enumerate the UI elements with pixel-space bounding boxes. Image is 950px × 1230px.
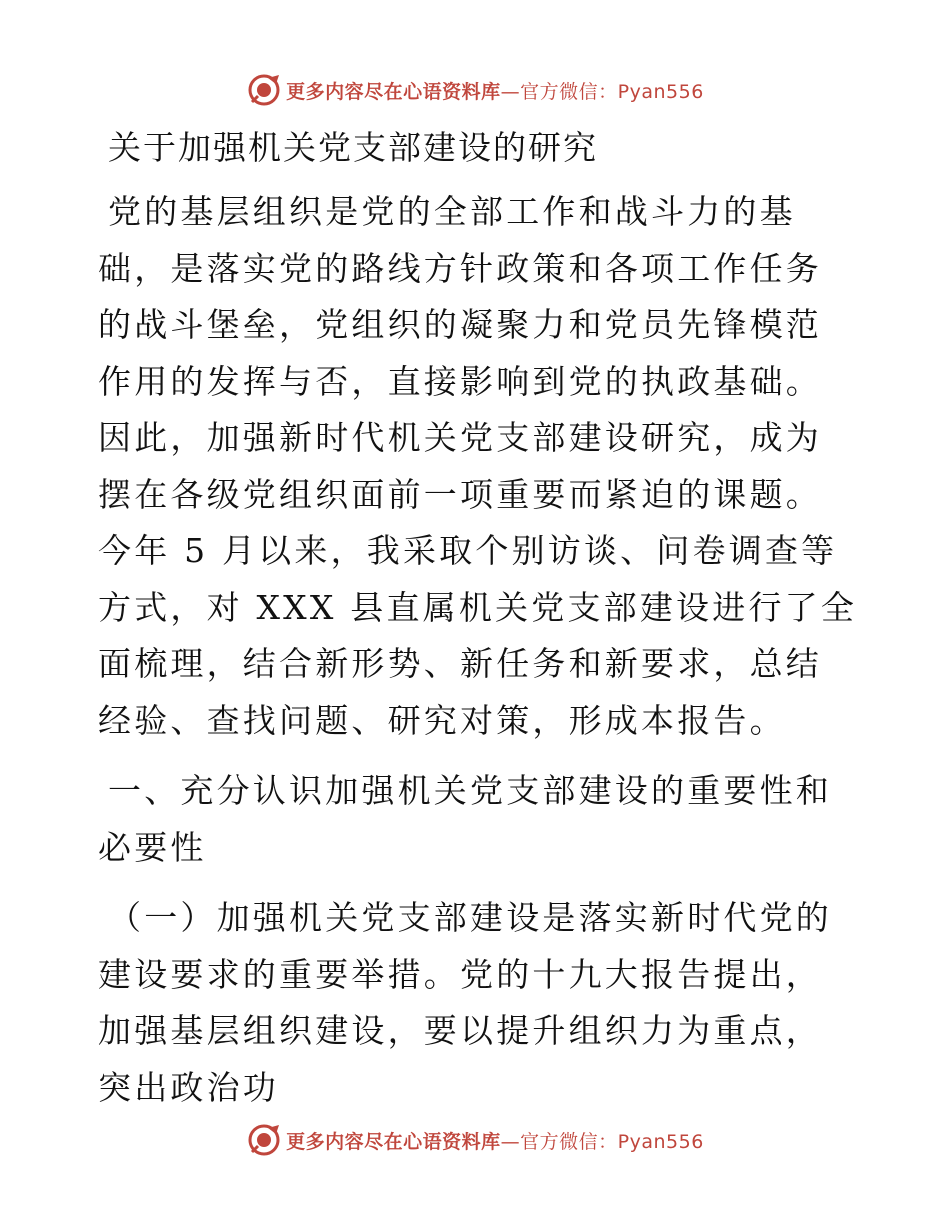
watermark-main-text: 更多内容尽在心语资料库: [286, 80, 501, 103]
watermark-wechat-text: 官方微信：Pyan556: [520, 80, 704, 103]
watermark-text: [286, 1127, 704, 1154]
watermark-separator: —: [500, 80, 521, 103]
document-body: [98, 120, 858, 1116]
brush-logo-icon: [246, 1122, 282, 1158]
watermark-wechat-text: 官方微信：Pyan556: [520, 1130, 704, 1153]
watermark-text: [286, 77, 704, 104]
watermark-separator: —: [500, 1130, 521, 1153]
document-title: 关于加强机关党支部建设的研究: [108, 128, 598, 167]
watermark-header: [0, 70, 950, 110]
section-1-subsection-1: （一）加强机关党支部建设是落实新时代党的建设要求的重要举措。党的十九大报告提出，加强基层组织建设，要以提升组织力为重点，突出政治功: [98, 898, 832, 1107]
section-heading-1: 一、充分认识加强机关党支部建设的重要性和必要性: [98, 771, 832, 867]
intro-paragraph: 党的基层组织是党的全部工作和战斗力的基础，是落实党的路线方针政策和各项工作任务的战斗堡垒，党组织的凝聚力和党员先锋模范作用的发挥与否，直接影响到党的执政基础。因此，加强新时代机关党支部建设研究，成为摆在各级党组织面前一项重要而紧迫的课题。今年 5 月以来，我采取个别访谈、问卷调查等方式，对 XXX 县直属机关党支部建设进行了全面梳理，结合新形势、新任务和新要求，总结经验、查找问题、研究对策，形成本报告。: [98, 192, 858, 740]
watermark-footer: [0, 1120, 950, 1160]
watermark-main-text: 更多内容尽在心语资料库: [286, 1130, 501, 1153]
brush-logo-icon: [246, 72, 282, 108]
